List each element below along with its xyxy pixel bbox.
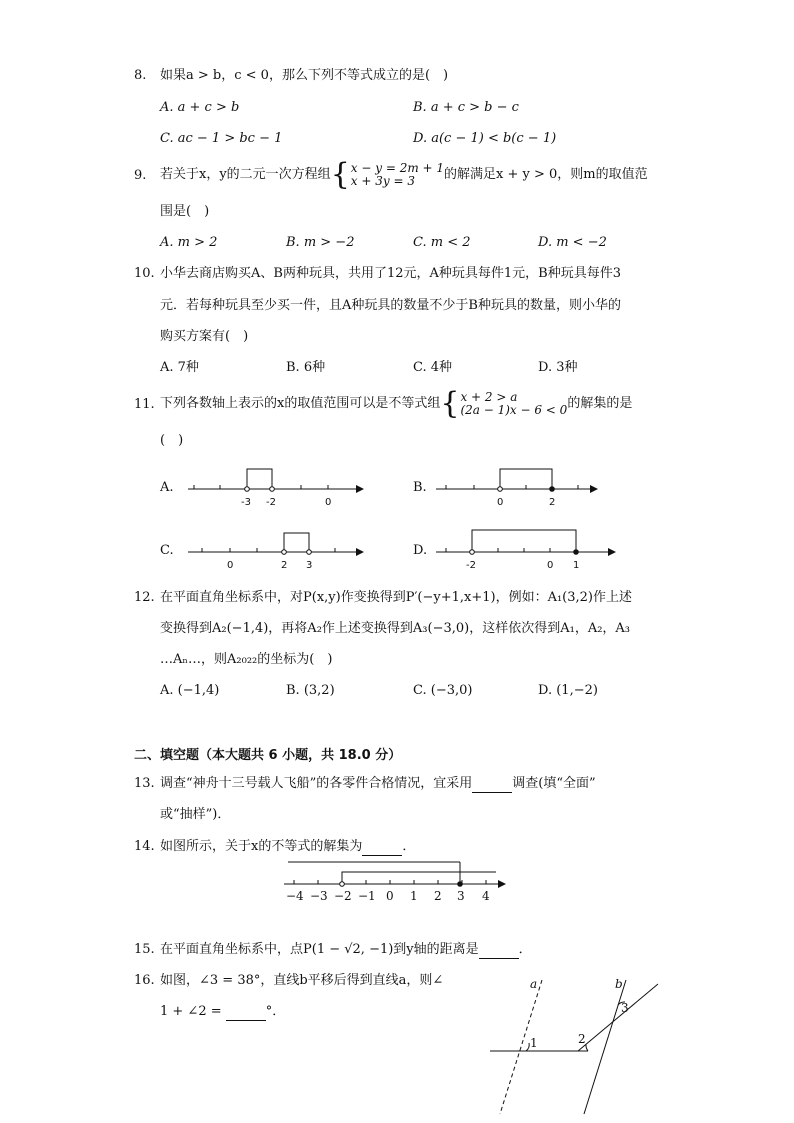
- label-b: b: [615, 977, 623, 991]
- q14-stem-pre: 如图所示，关于x的不等式的解集为: [160, 839, 363, 854]
- angle-2-label: 2: [578, 1032, 586, 1046]
- q11-a-tick-neg3: -3: [241, 497, 251, 508]
- q12-option-c: C. (−3,0): [413, 683, 473, 698]
- q14-tick-neg1: −1: [358, 889, 376, 903]
- q12-line3: …Aₙ…，则A₂₀₂₂的坐标为( ): [160, 652, 333, 667]
- line-b: [584, 980, 626, 1114]
- q12-line2: 变换得到A₂(−1,4)，再将A₂作上述变换得到A₃(−3,0)，这样依次得到A₁，A₂，A₃: [160, 621, 631, 636]
- q16-answer-blank[interactable]: [226, 1006, 266, 1021]
- q11-c-tick-3: 3: [306, 560, 313, 571]
- label-a: a: [530, 977, 538, 991]
- q8-stem: 如果a > b，c < 0，那么下列不等式成立的是( ): [160, 68, 449, 83]
- q14-number: 14.: [134, 839, 155, 854]
- q9-option-a: A. m > 2: [160, 235, 218, 250]
- q10-line1: 小华去商店购买A、B两种玩具，共用了12元，A种玩具每件1元，B种玩具每件3: [160, 266, 621, 281]
- q11-eq2: (2a − 1)x − 6 < 0: [460, 402, 568, 417]
- slanted-line: [578, 984, 658, 1051]
- q9-stem-line2: 围是( ): [160, 204, 210, 219]
- q13-number: 13.: [134, 776, 155, 791]
- q11-stem: [160, 385, 633, 421]
- q8-number: 8.: [134, 68, 147, 83]
- section-fill-in-blank-heading: 二、填空题（本大题共 6 小题，共 18.0 分）: [134, 748, 402, 763]
- q15-stem-pre: 在平面直角坐标系中，点P(1 − √2, −1)到y轴的距离是: [160, 942, 479, 957]
- q8-option-d: D. a(c − 1) < b(c − 1): [413, 131, 557, 146]
- q11-option-b-label: B.: [413, 480, 427, 495]
- q11-b-tick-2: 2: [549, 497, 556, 508]
- q11-option-d-label: D.: [413, 543, 428, 558]
- q11-c-tick-0: 0: [227, 560, 234, 571]
- q10-line2: 元．若每种玩具至少买一件，且A种玩具的数量不少于B种玩具的数量，则小华的: [160, 298, 621, 313]
- q11-inequality-system: { x + 2 > a (2a − 1)x − 6 < 0: [440, 385, 568, 421]
- q11-option-d-numberline: [432, 524, 622, 574]
- q14-numberline: [280, 858, 510, 906]
- q11-option-a-label: A.: [160, 480, 174, 495]
- angle-3-label: 3: [621, 1001, 629, 1015]
- q9-stem-post: 的解满足x + y > 0，则m的取值范: [444, 167, 648, 182]
- q12-option-a: A. (−1,4): [160, 683, 220, 698]
- q11-a-tick-0: 0: [325, 497, 332, 508]
- q9-eq2: x + 3y = 3: [350, 173, 415, 188]
- q10-option-c: C. 4种: [413, 360, 453, 375]
- q16-line2: [160, 1003, 285, 1021]
- q16-line2-post: °．: [265, 1004, 286, 1019]
- q14-tick-neg3: −3: [310, 889, 328, 903]
- q11-a-tick-neg2: -2: [266, 497, 276, 508]
- q14-tick-2: 2: [434, 889, 442, 903]
- q9-equation-system: { x − y = 2m + 1 x + 3y = 3: [330, 156, 445, 192]
- q11-c-tick-2: 2: [281, 560, 288, 571]
- q10-number: 10.: [134, 266, 155, 281]
- q9-number: 9.: [134, 168, 147, 183]
- q11-number: 11.: [134, 397, 155, 412]
- q13-line1-post: 调查(填“全面”: [512, 776, 596, 791]
- q11-b-tick-0: 0: [497, 497, 504, 508]
- q14-tick-1: 1: [410, 889, 418, 903]
- q9-stem: [160, 156, 648, 192]
- q12-option-d: D. (1,−2): [538, 683, 598, 698]
- q15-answer-blank[interactable]: [479, 944, 519, 959]
- q9-option-d: D. m < −2: [538, 235, 607, 250]
- q14-tick-neg2: −2: [334, 889, 352, 903]
- q14-tick-neg4: −4: [286, 889, 304, 903]
- q11-stem-pre: 下列各数轴上表示的x的取值范围可以是不等式组: [160, 396, 441, 411]
- q13-line2: 或“抽样”)．: [160, 807, 231, 822]
- q14-tick-3: 3: [457, 889, 465, 903]
- q13-answer-blank[interactable]: [472, 778, 512, 793]
- q15-number: 15.: [134, 942, 155, 957]
- q14-stem: [160, 838, 415, 856]
- q10-option-d: D. 3种: [538, 360, 578, 375]
- q16-line2-pre: 1 + ∠2 =: [160, 1004, 226, 1019]
- q12-line1: 在平面直角坐标系中，对P(x,y)作变换得到P′(−y+1,x+1)，例如：A₁(3,2)作上述: [160, 590, 632, 605]
- q10-line3: 购买方案有( ): [160, 329, 249, 344]
- q11-option-a-numberline: [180, 462, 370, 512]
- q9-stem-pre: 若关于x，y的二元一次方程组: [160, 167, 331, 182]
- q9-option-c: C. m < 2: [413, 235, 471, 250]
- q9-option-b: B. m > −2: [286, 235, 355, 250]
- angle-1-label: 1: [530, 1036, 538, 1050]
- q13-line1: [160, 775, 596, 793]
- q15-stem: [160, 941, 532, 959]
- q16-line1: 如图，∠3 = 38°，直线b平移后得到直线a，则∠: [160, 973, 444, 988]
- q16-geometry-figure: [480, 966, 680, 1118]
- q11-stem-post: 的解集的是: [567, 396, 633, 411]
- q11-option-c-numberline: [180, 526, 370, 576]
- q11-stem-line2: ( ): [160, 433, 184, 448]
- q10-option-b: B. 6种: [286, 360, 326, 375]
- q8-option-b: B. a + c > b − c: [413, 100, 519, 115]
- q11-eq1: x + 2 > a: [460, 389, 518, 404]
- q11-d-tick-neg2: -2: [466, 560, 476, 571]
- q8-option-a: A. a + c > b: [160, 100, 240, 115]
- q10-option-a: A. 7种: [160, 360, 199, 375]
- q16-number: 16.: [134, 973, 155, 988]
- q11-d-tick-0: 0: [547, 560, 554, 571]
- q14-tick-4: 4: [482, 889, 490, 903]
- q12-option-b: B. (3,2): [286, 683, 335, 698]
- q13-line1-pre: 调查“神舟十三号载人飞船”的各零件合格情况，宜采用: [160, 776, 473, 791]
- q11-d-tick-1: 1: [573, 560, 580, 571]
- q14-stem-post: ．: [402, 839, 416, 854]
- q14-tick-0: 0: [386, 889, 394, 903]
- q11-option-b-numberline: [432, 462, 607, 512]
- q8-option-c: C. ac − 1 > bc − 1: [160, 131, 283, 146]
- q11-option-c-label: C.: [160, 543, 174, 558]
- q12-number: 12.: [134, 590, 155, 605]
- q14-answer-blank[interactable]: [362, 841, 402, 856]
- q15-stem-post: ．: [518, 942, 532, 957]
- q9-eq1: x − y = 2m + 1: [350, 160, 445, 175]
